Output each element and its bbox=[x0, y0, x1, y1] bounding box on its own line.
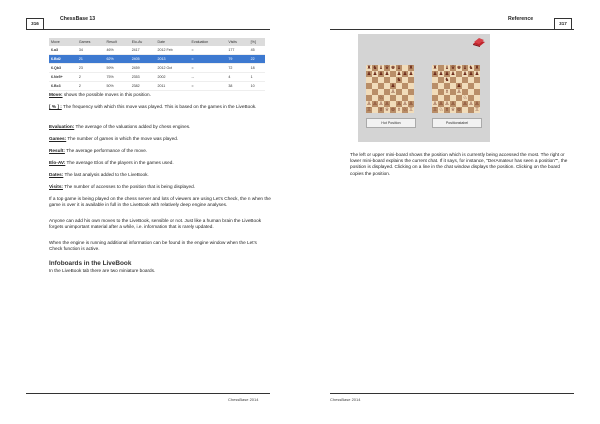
table-cell: = bbox=[190, 82, 227, 91]
table-row[interactable] bbox=[49, 82, 265, 91]
board-square[interactable]: ♟ bbox=[366, 71, 372, 77]
table-cell: 38 bbox=[226, 82, 248, 91]
definition-label: Games: bbox=[49, 136, 67, 141]
definition-text: The number of games in which the move was played. bbox=[66, 136, 179, 141]
definition-item bbox=[49, 104, 271, 110]
books-icon bbox=[472, 37, 486, 47]
board-square[interactable]: ♛ bbox=[384, 65, 390, 71]
board-square[interactable]: ♟ bbox=[372, 71, 378, 77]
col-header[interactable]: Games bbox=[77, 38, 105, 46]
table-cell: 1 bbox=[249, 73, 265, 82]
table-cell: 21 bbox=[77, 55, 105, 64]
table-cell: 2011 bbox=[155, 82, 189, 91]
table-cell: 2353 bbox=[130, 73, 156, 82]
board-square[interactable]: ♟ bbox=[450, 71, 456, 77]
table-cell: = bbox=[190, 55, 227, 64]
table-cell: 6.Ne5+ bbox=[49, 73, 77, 82]
definition-item bbox=[49, 148, 271, 154]
board-square[interactable]: ♟ bbox=[456, 83, 462, 89]
board-square[interactable]: ♝ bbox=[396, 65, 402, 71]
left-footer-rule bbox=[26, 393, 270, 394]
hot-position-caption: Hot Position bbox=[366, 118, 416, 128]
board-square[interactable]: ♟ bbox=[468, 71, 474, 77]
board-square[interactable]: ♗ bbox=[444, 89, 450, 95]
livebook-moves-table[interactable] bbox=[49, 38, 265, 91]
paragraph: If a top game is being played on the chess server and lots of viewers are using Let's Check, the n when the game is over it is available in full in the LiveBook with relatively deep engine analyses. bbox=[49, 196, 271, 208]
definition-text: The number of accesses to the position that is being displayed. bbox=[62, 184, 196, 189]
board-square[interactable]: ♙ bbox=[396, 101, 402, 107]
section-heading: Infoboards in the LiveBook bbox=[49, 260, 132, 267]
definition-label: Visits: bbox=[49, 184, 63, 189]
table-cell: 18 bbox=[249, 64, 265, 73]
table-cell: 50% bbox=[105, 82, 130, 91]
board-square[interactable]: ♜ bbox=[432, 65, 438, 71]
col-header[interactable]: Result bbox=[105, 38, 130, 46]
table-cell: -- bbox=[190, 73, 227, 82]
table-header-row bbox=[49, 38, 265, 46]
col-header[interactable]: Move bbox=[49, 38, 77, 46]
board-square[interactable]: ♖ bbox=[366, 107, 372, 113]
board-square[interactable]: ♘ bbox=[438, 107, 444, 113]
table-cell: 2 bbox=[77, 82, 105, 91]
table-cell: 177 bbox=[226, 46, 248, 55]
table-cell: 6.Bc3 bbox=[49, 82, 77, 91]
table-cell: 23 bbox=[77, 64, 105, 73]
right-header-rule bbox=[330, 29, 574, 30]
col-header[interactable]: [%] bbox=[249, 38, 265, 46]
definition-item bbox=[49, 92, 271, 98]
board-square[interactable]: ♔ bbox=[456, 107, 462, 113]
board-square[interactable]: ♙ bbox=[432, 101, 438, 107]
table-cell: 34 bbox=[77, 46, 105, 55]
right-page-number: 317 bbox=[554, 18, 572, 30]
table-cell: 75% bbox=[105, 73, 130, 82]
definition-item bbox=[49, 136, 271, 142]
table-cell: 2459 bbox=[130, 64, 156, 73]
board-square[interactable]: ♘ bbox=[402, 107, 408, 113]
definition-text: shows the possible moves in this position. bbox=[62, 92, 151, 97]
board-square[interactable]: ♙ bbox=[450, 101, 456, 107]
board-square[interactable]: ♟ bbox=[432, 71, 438, 77]
table-cell: 2012 Feb bbox=[155, 46, 189, 55]
board-square[interactable]: ♚ bbox=[390, 65, 396, 71]
col-header[interactable]: Visits bbox=[226, 38, 248, 46]
definition-text: The average performance of the move. bbox=[64, 148, 148, 153]
board-square[interactable]: ♘ bbox=[462, 95, 468, 101]
definition-item bbox=[49, 160, 271, 166]
table-cell: 2 bbox=[77, 73, 105, 82]
left-page-number: 316 bbox=[26, 18, 44, 30]
right-footer: ChessBase 2014 bbox=[330, 397, 361, 402]
paragraph: When the engine is running additional information can be found in the engine window when the Let's Check function is active. bbox=[49, 240, 257, 252]
definition-text: The frequency with which this move was played. This is based on the games in the LiveBook. bbox=[61, 104, 257, 109]
infoboards-panel bbox=[358, 34, 490, 142]
table-cell: 2417 bbox=[130, 46, 156, 55]
table-cell: 79 bbox=[226, 55, 248, 64]
board-square[interactable]: ♝ bbox=[378, 65, 384, 71]
table-cell: 4 bbox=[226, 73, 248, 82]
table-cell: = bbox=[190, 64, 227, 73]
definition-text: The average of the valuations added by chess engines. bbox=[74, 124, 191, 129]
board-square[interactable]: ♕ bbox=[384, 107, 390, 113]
table-cell: 62% bbox=[105, 55, 130, 64]
board-square[interactable]: ♟ bbox=[390, 83, 396, 89]
table-cell: 72 bbox=[226, 64, 248, 73]
board-square[interactable]: ♚ bbox=[456, 65, 462, 71]
board-square[interactable]: ♟ bbox=[378, 71, 384, 77]
board-square[interactable]: ♔ bbox=[390, 107, 396, 113]
board-square[interactable]: ♛ bbox=[450, 65, 456, 71]
definition-item bbox=[49, 124, 271, 130]
board-square[interactable]: ♙ bbox=[402, 101, 408, 107]
board-square[interactable]: ♙ bbox=[468, 101, 474, 107]
board-square[interactable]: ♜ bbox=[408, 65, 414, 71]
definition-label: Dates: bbox=[49, 172, 64, 177]
table-row[interactable] bbox=[49, 73, 265, 82]
board-square[interactable]: ♞ bbox=[396, 77, 402, 83]
board-square[interactable]: ♙ bbox=[372, 101, 378, 107]
table-cell: 2382 bbox=[130, 82, 156, 91]
board-square[interactable]: ♟ bbox=[444, 71, 450, 77]
table-cell: 2002 bbox=[155, 73, 189, 82]
table-cell: 22 bbox=[249, 55, 265, 64]
board-square[interactable]: ♟ bbox=[402, 71, 408, 77]
board-square[interactable]: ♙ bbox=[444, 101, 450, 107]
board-square[interactable]: ♞ bbox=[444, 77, 450, 83]
table-cell: 59% bbox=[105, 64, 130, 73]
board-square[interactable]: ♗ bbox=[378, 107, 384, 113]
paragraph: Anyone can add his own moves to the LiveBook, sensible or not. Just like a human brain the LiveBook forgets unimportant material after a while, i.e. information that is rarely updated. bbox=[49, 218, 262, 230]
definition-item bbox=[49, 184, 271, 190]
definition-label: Elo-AV: bbox=[49, 160, 66, 165]
board-square[interactable]: ♖ bbox=[474, 107, 480, 113]
definition-item bbox=[49, 172, 271, 178]
definition-text: The last analysis added to the LiveBook. bbox=[63, 172, 149, 177]
board-square[interactable]: ♙ bbox=[456, 89, 462, 95]
table-row[interactable] bbox=[49, 64, 265, 73]
board-square[interactable]: ♖ bbox=[408, 107, 414, 113]
board-square[interactable]: ♙ bbox=[390, 89, 396, 95]
table-cell: 2405 bbox=[130, 55, 156, 64]
right-paragraph: The left or upper mini-board shows the position which is currently being accessed the most. The right or lower mini-board explains the current chat. If it says, for instance, "DerAmateur has seen a position"", the position is displayed. Clicking on a line in the chat window displays the position. Clicking on the board copies the position. bbox=[350, 152, 568, 176]
board-square[interactable]: ♟ bbox=[384, 71, 390, 77]
board-square[interactable]: ♜ bbox=[474, 65, 480, 71]
left-running-title: ChessBase 13 bbox=[60, 16, 96, 22]
chat-position-board[interactable] bbox=[432, 65, 480, 113]
definition-text: The average Elos of the players in the games used. bbox=[65, 160, 174, 165]
board-square[interactable]: ♟ bbox=[462, 71, 468, 77]
table-cell: 10 bbox=[249, 82, 265, 91]
hot-position-board[interactable] bbox=[366, 65, 414, 113]
board-square[interactable]: ♟ bbox=[438, 71, 444, 77]
table-row[interactable] bbox=[49, 55, 265, 64]
table-row[interactable] bbox=[49, 46, 265, 55]
table-cell: 2013 bbox=[155, 55, 189, 64]
table-cell: 45 bbox=[249, 46, 265, 55]
table-cell: 6.Qb3 bbox=[49, 64, 77, 73]
col-header[interactable]: Evaluation bbox=[190, 38, 227, 46]
definition-label: Move: bbox=[49, 92, 63, 97]
board-square[interactable]: ♕ bbox=[450, 107, 456, 113]
board-square[interactable]: ♟ bbox=[474, 71, 480, 77]
board-square[interactable]: ♞ bbox=[468, 65, 474, 71]
board-square[interactable]: ♟ bbox=[408, 71, 414, 77]
board-square[interactable]: ♞ bbox=[372, 65, 378, 71]
table-cell: 6.Bd2 bbox=[49, 55, 77, 64]
board-square[interactable]: ♙ bbox=[384, 101, 390, 107]
board-square[interactable]: ♙ bbox=[438, 101, 444, 107]
definition-label: [ % ] : bbox=[49, 104, 62, 109]
board-square[interactable]: ♘ bbox=[378, 95, 384, 101]
definition-label: Result: bbox=[49, 148, 65, 153]
board-square[interactable]: ♗ bbox=[396, 107, 402, 113]
right-running-title: Reference bbox=[508, 16, 534, 22]
table-cell: 2012 Oct bbox=[155, 64, 189, 73]
col-header[interactable]: Date bbox=[155, 38, 189, 46]
col-header[interactable]: Elo-Av bbox=[130, 38, 156, 46]
board-square[interactable]: ♖ bbox=[432, 107, 438, 113]
board-square[interactable]: ♟ bbox=[396, 71, 402, 77]
chat-position-caption: Positionstabel bbox=[432, 118, 482, 128]
right-footer-rule bbox=[330, 393, 574, 394]
board-square[interactable]: ♙ bbox=[462, 101, 468, 107]
table-cell: 46% bbox=[105, 46, 130, 55]
board-square[interactable]: ♙ bbox=[474, 101, 480, 107]
paragraph: In the LiveBook tab there are two miniature boards. bbox=[49, 268, 156, 273]
table-cell: = bbox=[190, 46, 227, 55]
board-square[interactable]: ♙ bbox=[378, 101, 384, 107]
board-square[interactable]: ♜ bbox=[366, 65, 372, 71]
definition-label: Evaluation: bbox=[49, 124, 75, 129]
left-header-rule bbox=[26, 29, 270, 30]
left-footer: ChessBase 2014 bbox=[228, 397, 259, 402]
board-square[interactable]: ♙ bbox=[366, 101, 372, 107]
table-cell: 6.a3 bbox=[49, 46, 77, 55]
board-square[interactable]: ♗ bbox=[444, 107, 450, 113]
board-square[interactable]: ♝ bbox=[462, 65, 468, 71]
board-square[interactable]: ♙ bbox=[408, 101, 414, 107]
board-square[interactable]: ♝ bbox=[444, 65, 450, 71]
